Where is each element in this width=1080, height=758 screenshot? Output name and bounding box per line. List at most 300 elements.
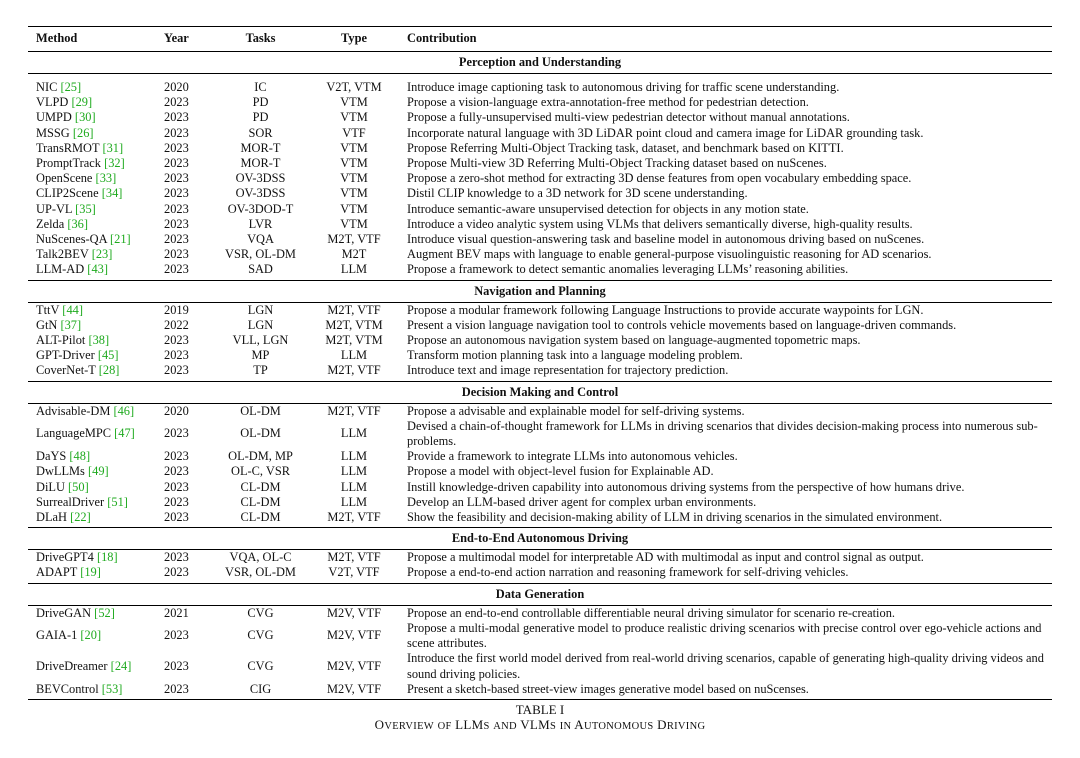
- cell-method: [28, 110, 156, 125]
- table-row: [28, 510, 1052, 528]
- cell-type: M2T, VTF: [327, 403, 381, 418]
- header-contribution: Contribution: [407, 31, 477, 46]
- cell-year: 2023: [156, 682, 212, 700]
- method-name: ALT-Pilot: [36, 333, 86, 348]
- table-row: [28, 333, 1052, 348]
- cell-year: 2023: [164, 201, 189, 216]
- cell-type: VTM: [340, 156, 368, 171]
- citation-number: 20: [84, 628, 97, 643]
- cell-year: 2023: [164, 262, 189, 277]
- cell-tasks: CL-DM: [240, 494, 281, 509]
- table-row: [28, 403, 1052, 419]
- cell-tasks: OV-3DSS: [235, 171, 286, 186]
- method-name: OpenScene: [36, 171, 93, 186]
- cell-method: [28, 126, 156, 141]
- cell-method: [28, 247, 156, 262]
- cell-tasks: VQA: [247, 232, 274, 247]
- cell-contribution: Present a sketch-based street-view images generative model based on nuScenses.: [399, 682, 1052, 700]
- method-name: DiLU: [36, 479, 65, 494]
- cell-method: [28, 74, 156, 96]
- citation-number: 34: [105, 186, 119, 201]
- cell-contribution: Provide a framework to integrate LLMs into autonomous vehicles.: [407, 449, 738, 464]
- citation-link[interactable]: [21]: [110, 232, 131, 247]
- table-row: [28, 110, 1052, 125]
- cell-method: [28, 302, 156, 318]
- cell-tasks: VSR, OL-DM: [225, 247, 296, 262]
- cell-tasks: IC: [254, 80, 267, 94]
- citation-number: 37: [64, 317, 77, 332]
- cell-method: [28, 232, 156, 247]
- cell-tasks: OV-3DOD-T: [227, 201, 294, 216]
- cell-contribution: Distil CLIP knowledge to a 3D network for 3D scene understanding.: [407, 186, 748, 201]
- cell-tasks: MOR-T: [240, 156, 281, 171]
- citation-number: 49: [92, 464, 105, 479]
- cell-year: 2023: [164, 333, 189, 348]
- citation-link[interactable]: [38]: [88, 333, 110, 348]
- method-name: Advisable-DM: [36, 403, 111, 418]
- table-row: [28, 232, 1052, 247]
- cell-method: [28, 464, 156, 479]
- cell-year: 2023: [164, 494, 189, 509]
- cell-contribution: Propose a vision-language extra-annotation-free method for pedestrian detection.: [407, 95, 809, 110]
- method-name: CLIP2Scene: [36, 186, 99, 201]
- cell-year: 2023: [164, 140, 189, 155]
- cell-year: 2023: [164, 426, 189, 441]
- cell-year: 2023: [164, 216, 189, 231]
- cell-contribution: Instill knowledge-driven capability into autonomous driving systems from the perspective of how humans drive.: [407, 479, 965, 494]
- method-name: DwLLMs: [36, 464, 85, 479]
- citation-link[interactable]: [23]: [91, 247, 113, 262]
- citation-number: 25: [64, 80, 77, 94]
- cell-type: M2T, VTF: [327, 550, 381, 565]
- method-name: ADAPT: [36, 565, 78, 580]
- citation-link[interactable]: [43]: [87, 262, 108, 277]
- cell-contribution: Propose a model with object-level fusion for Explainable AD.: [407, 464, 714, 479]
- table-row: [28, 302, 1052, 318]
- cell-year: 2023: [164, 449, 189, 464]
- cell-tasks: OL-DM, MP: [228, 449, 293, 464]
- table-row: [28, 495, 1052, 510]
- citation-number: 43: [91, 262, 104, 277]
- table-row: [28, 202, 1052, 217]
- citation-link[interactable]: [50]: [68, 479, 89, 494]
- citation-number: 24: [114, 658, 128, 673]
- cell-year: 2023: [164, 247, 189, 262]
- citation-link[interactable]: [51]: [107, 494, 128, 509]
- cell-type: LLM: [340, 479, 368, 494]
- cell-method: [28, 495, 156, 510]
- cell-type: VTM: [340, 95, 368, 110]
- citation-link[interactable]: [19]: [80, 565, 101, 580]
- table-row: [28, 464, 1052, 479]
- cell-type: VTM: [340, 171, 368, 186]
- citation-number: 30: [79, 110, 92, 125]
- cell-method: [28, 333, 156, 348]
- cell-year: 2023: [164, 550, 189, 565]
- method-name: PromptTrack: [36, 156, 101, 171]
- section-title: Navigation and Planning: [28, 280, 1052, 302]
- citation-number: 33: [99, 171, 113, 186]
- cell-contribution: Propose Multi-view 3D Referring Multi-Object Tracking dataset based on nuScenes.: [407, 156, 827, 171]
- cell-tasks: OL-DM: [240, 403, 281, 418]
- cell-contribution: Augment BEV maps with language to enable general-purpose visuolinguistic reasoning for AD scenarios.: [407, 247, 932, 262]
- cell-type: M2V, VTF: [327, 628, 381, 643]
- method-name: MSSG: [36, 125, 70, 140]
- cell-year: 2021: [164, 605, 189, 620]
- cell-method: [28, 682, 156, 700]
- cell-contribution: Devised a chain-of-thought framework for LLMs in driving scenarios that divides decision-making process into numerous sub-problems.: [407, 418, 1038, 449]
- citation-link[interactable]: [37]: [60, 317, 82, 332]
- cell-method: [28, 186, 156, 201]
- section-header-row: [28, 583, 1052, 605]
- cell-tasks: CVG: [247, 658, 274, 673]
- cell-tasks: MP: [251, 348, 270, 363]
- cell-tasks: SOR: [248, 125, 273, 140]
- table-row: [28, 217, 1052, 232]
- citation-link[interactable]: [44]: [62, 302, 83, 317]
- cell-type: LLM: [340, 464, 368, 479]
- table-row: [28, 419, 1052, 449]
- method-name: UMPD: [36, 110, 72, 125]
- cell-year: 2023: [164, 95, 189, 110]
- cell-type: M2T, VTF: [327, 232, 381, 247]
- cell-contribution: Propose a multimodal model for interpretable AD with multimodal as input and control signal as output.: [407, 550, 924, 565]
- table-row: [28, 262, 1052, 280]
- citation-number: 31: [106, 140, 119, 155]
- cell-year: 2020: [164, 403, 189, 418]
- table-row: [28, 318, 1052, 333]
- table-row: [28, 141, 1052, 156]
- section-header-row: [28, 52, 1052, 74]
- cell-tasks: CL-DM: [240, 479, 281, 494]
- method-name: GtN: [36, 317, 58, 332]
- citation-number: 35: [79, 201, 92, 216]
- overview-table: [28, 26, 1052, 700]
- citation-link[interactable]: [34]: [101, 186, 123, 201]
- citation-link[interactable]: [20]: [80, 628, 102, 643]
- citation-link[interactable]: [48]: [69, 449, 91, 464]
- method-name: Talk2BEV: [36, 247, 89, 262]
- caption-title: OVERVIEW OF LLMS AND VLMS IN AUTONOMOUS DRIVING: [374, 716, 706, 732]
- cell-method: [28, 510, 156, 528]
- citation-number: 48: [73, 449, 86, 464]
- cell-tasks: LGN: [247, 317, 274, 332]
- citation-number: 21: [114, 232, 127, 247]
- cell-method: [28, 419, 156, 449]
- citation-link[interactable]: [35]: [75, 201, 96, 216]
- citation-link[interactable]: [26]: [72, 125, 94, 140]
- citation-number: 23: [95, 247, 109, 262]
- citation-link[interactable]: [46]: [113, 403, 135, 418]
- method-name: CoverNet-T: [36, 363, 96, 378]
- cell-contribution: Propose an end-to-end controllable differentiable neural driving simulator for scenario re-creation.: [407, 605, 895, 620]
- cell-contribution: Propose Referring Multi-Object Tracking task, dataset, and benchmark based on KITTI.: [407, 140, 844, 155]
- cell-type: VTM: [340, 110, 368, 125]
- citation-link[interactable]: [47]: [114, 426, 135, 441]
- cell-year: 2023: [164, 565, 189, 580]
- method-name: SurrealDriver: [36, 494, 105, 509]
- method-name: LanguageMPC: [36, 426, 112, 441]
- citation-number: 29: [75, 95, 88, 110]
- section-header-row: [28, 280, 1052, 302]
- citation-number: 45: [101, 348, 115, 363]
- cell-tasks: PD: [252, 95, 269, 110]
- citation-link[interactable]: [29]: [71, 95, 93, 110]
- cell-tasks: CIG: [212, 682, 309, 700]
- cell-method: [28, 141, 156, 156]
- cell-year: 2019: [164, 302, 189, 317]
- header-method: Method: [36, 31, 78, 46]
- cell-year: 2023: [164, 479, 189, 494]
- header-tasks: Tasks: [245, 31, 276, 46]
- cell-type: M2T, VTF: [327, 363, 381, 378]
- cell-method: [28, 348, 156, 363]
- cell-year: 2023: [164, 156, 189, 171]
- cell-year: 2020: [164, 80, 189, 94]
- cell-contribution: Present a vision language navigation tool to controls vehicle movements based on language-driven commands.: [407, 317, 957, 332]
- cell-tasks: VLL, LGN: [232, 333, 289, 348]
- cell-method: [28, 403, 156, 419]
- cell-tasks: SAD: [248, 262, 273, 277]
- header-type: Type: [341, 31, 367, 46]
- cell-method: [28, 156, 156, 171]
- cell-method: [28, 449, 156, 464]
- cell-type: M2T, VTM: [325, 333, 383, 348]
- citation-link[interactable]: [22]: [70, 510, 91, 525]
- method-name: BEVControl: [36, 681, 99, 696]
- cell-method: [28, 651, 156, 681]
- cell-contribution: Propose a modular framework following Language Instructions to provide accurate waypoints for LGN.: [407, 302, 924, 317]
- cell-contribution: Introduce a video analytic system using VLMs that delivers semantically diverse, high-quality results.: [407, 216, 913, 231]
- table-row: [28, 480, 1052, 495]
- cell-type: VTM: [340, 140, 368, 155]
- cell-type: M2V, VTF: [327, 605, 381, 620]
- method-name: NIC: [36, 80, 58, 94]
- citation-number: 53: [105, 681, 119, 696]
- cell-type: M2T: [341, 247, 367, 262]
- citation-link[interactable]: [53]: [101, 681, 123, 696]
- method-name: TttV: [36, 302, 60, 317]
- cell-type: VTM: [340, 216, 368, 231]
- cell-type: LLM: [340, 494, 368, 509]
- citation-number: 26: [77, 125, 90, 140]
- cell-year: 2023: [164, 628, 189, 643]
- section-title: End-to-End Autonomous Driving: [28, 528, 1052, 550]
- cell-tasks: CL-DM: [240, 510, 281, 525]
- cell-contribution: Introduce visual question-answering task and baseline model in autonomous driving based on nuScenes.: [407, 232, 925, 247]
- cell-tasks: TP: [253, 363, 268, 378]
- cell-contribution: Propose a framework to detect semantic anomalies leveraging LLMs’ reasoning abilities.: [407, 262, 849, 277]
- cell-method: [28, 621, 156, 651]
- header-year: Year: [164, 31, 189, 46]
- section-header-row: [28, 381, 1052, 403]
- cell-type: V2T, VTF: [328, 565, 380, 580]
- cell-contribution: Show the feasibility and decision-making ability of LLM in driving scenarios in the simulated environment.: [407, 510, 943, 525]
- cell-method: [28, 480, 156, 495]
- cell-type: V2T, VTM: [326, 80, 382, 94]
- citation-number: 22: [74, 510, 87, 525]
- cell-method: [28, 318, 156, 333]
- table-caption: [28, 702, 1052, 734]
- section-title: Perception and Understanding: [28, 52, 1052, 74]
- method-name: DriveGAN: [36, 605, 92, 620]
- cell-contribution: Transform motion planning task into a language modeling problem.: [407, 348, 743, 363]
- cell-method: [28, 363, 156, 381]
- citation-number: 50: [72, 479, 85, 494]
- cell-tasks: VSR, OL-DM: [225, 565, 296, 580]
- cell-method: [28, 262, 156, 280]
- method-name: LLM-AD: [36, 262, 85, 277]
- section-title: Data Generation: [28, 583, 1052, 605]
- method-name: VLPD: [36, 95, 69, 110]
- citation-number: 38: [92, 333, 105, 348]
- citation-number: 46: [117, 403, 130, 418]
- cell-type: VTM: [340, 186, 368, 201]
- cell-type: M2V, VTF: [327, 658, 381, 673]
- cell-year: 2022: [164, 317, 189, 332]
- table-row: [28, 247, 1052, 262]
- cell-contribution: Introduce image captioning task to autonomous driving for traffic scene understanding.: [407, 80, 840, 94]
- cell-year: 2023: [164, 110, 189, 125]
- table-header: [28, 27, 1052, 52]
- table-row: [28, 348, 1052, 363]
- table-row: [28, 74, 1052, 96]
- cell-method: [28, 95, 156, 110]
- method-name: Zelda: [36, 216, 65, 231]
- cell-method: [28, 171, 156, 186]
- cell-type: LLM: [340, 348, 368, 363]
- cell-tasks: CVG: [247, 628, 274, 643]
- cell-tasks: VQA, OL-C: [229, 550, 292, 565]
- table-body: [28, 52, 1052, 700]
- cell-method: [28, 217, 156, 232]
- cell-tasks: MOR-T: [240, 140, 281, 155]
- cell-contribution: Propose a multi-modal generative model to produce realistic driving scenarios with precise control over ego-vehicle actions and scene attributes.: [407, 620, 1042, 651]
- section-header-row: [28, 528, 1052, 550]
- cell-tasks: LVR: [248, 216, 273, 231]
- cell-method: [28, 202, 156, 217]
- method-name: DLaH: [36, 510, 67, 525]
- cell-tasks: OL-DM: [240, 426, 281, 441]
- citation-number: 52: [98, 605, 111, 620]
- cell-contribution: Propose a fully-unsupervised multi-view pedestrian detector without manual annotations.: [407, 110, 850, 125]
- cell-method: [28, 565, 156, 583]
- cell-contribution: Propose a advisable and explainable model for self-driving systems.: [407, 403, 745, 418]
- citation-link[interactable]: [45]: [97, 348, 119, 363]
- citation-number: 44: [66, 302, 79, 317]
- cell-tasks: CVG: [247, 605, 274, 620]
- citation-number: 51: [111, 494, 124, 509]
- cell-year: 2023: [164, 658, 189, 673]
- method-name: TransRMOT: [36, 140, 100, 155]
- method-name: DriveGPT4: [36, 550, 94, 565]
- cell-year: 2023: [164, 125, 189, 140]
- cell-type: LLM: [340, 449, 368, 464]
- cell-type: VTM: [340, 201, 368, 216]
- cell-method: [28, 550, 156, 566]
- cell-tasks: OL-C, VSR: [231, 464, 290, 479]
- citation-link[interactable]: [49]: [87, 464, 109, 479]
- table-row: [28, 605, 1052, 621]
- cell-year: 2023: [164, 186, 189, 201]
- cell-type: M2T, VTF: [327, 510, 381, 525]
- citation-link[interactable]: [28]: [98, 363, 120, 378]
- cell-contribution: Incorporate natural language with 3D LiDAR point cloud and camera image for LiDAR grounding task.: [407, 125, 924, 140]
- method-name: GPT-Driver: [36, 348, 95, 363]
- cell-year: 2023: [164, 510, 189, 525]
- cell-type: LLM: [340, 426, 368, 441]
- cell-year: 2023: [164, 348, 189, 363]
- method-name: DriveDreamer: [36, 658, 108, 673]
- citation-number: 18: [101, 550, 114, 565]
- method-name: NuScenes-QA: [36, 232, 107, 247]
- table-row: [28, 126, 1052, 141]
- cell-type: VTF: [342, 125, 366, 140]
- table-row: [28, 550, 1052, 566]
- citation-number: 47: [118, 426, 131, 441]
- cell-contribution: Introduce the first world model derived from real-world driving scenarios, capable of generating high-quality driving videos and sound driving policies.: [407, 651, 1044, 681]
- cell-type: M2T, VTM: [325, 317, 383, 332]
- cell-tasks: PD: [252, 110, 269, 125]
- method-name: GAIA-1: [36, 628, 78, 643]
- cell-contribution: Propose a zero-shot method for extracting 3D dense features from open vocabulary embedding space.: [407, 171, 912, 186]
- citation-number: 28: [102, 363, 116, 378]
- cell-contribution: Propose a end-to-end action narration and reasoning framework for self-driving vehicles.: [407, 565, 849, 580]
- table-row: [28, 156, 1052, 171]
- citation-number: 36: [71, 216, 84, 231]
- table-row: [28, 95, 1052, 110]
- citation-link[interactable]: [24]: [110, 658, 132, 673]
- cell-type: M2V, VTF: [309, 682, 399, 700]
- table-row: [28, 682, 1052, 700]
- citation-link[interactable]: [31]: [102, 140, 124, 155]
- citation-link[interactable]: [30]: [74, 110, 96, 125]
- table-row: [28, 621, 1052, 651]
- citation-number: 32: [108, 156, 121, 171]
- citation-link[interactable]: [36]: [67, 216, 88, 231]
- cell-contribution: Introduce text and image representation for trajectory prediction.: [407, 363, 729, 378]
- table-row: [28, 651, 1052, 681]
- cell-year: 2023: [164, 363, 189, 378]
- table-row: [28, 186, 1052, 201]
- cell-tasks: LGN: [247, 302, 274, 317]
- table-row: [28, 449, 1052, 464]
- citation-link[interactable]: [25]: [60, 80, 82, 94]
- cell-contribution: Develop an LLM-based driver agent for complex urban environments.: [407, 494, 757, 509]
- cell-method: [28, 605, 156, 621]
- table-row: [28, 363, 1052, 381]
- cell-year: 2023: [164, 171, 189, 186]
- caption-label: TABLE I: [515, 701, 565, 717]
- cell-year: 2023: [164, 232, 189, 247]
- citation-link[interactable]: [33]: [95, 171, 117, 186]
- section-title: Decision Making and Control: [28, 381, 1052, 403]
- citation-link[interactable]: [52]: [94, 605, 115, 620]
- citation-number: 19: [84, 565, 97, 580]
- method-name: DaYS: [36, 449, 67, 464]
- cell-contribution: Propose an autonomous navigation system based on language-augmented topometric maps.: [407, 333, 861, 348]
- citation-link[interactable]: [32]: [104, 156, 125, 171]
- cell-year: 2023: [164, 464, 189, 479]
- paper-page: [28, 26, 1052, 734]
- method-name: UP-VL: [36, 201, 73, 216]
- cell-type: LLM: [340, 262, 368, 277]
- citation-link[interactable]: [18]: [96, 550, 118, 565]
- cell-tasks: OV-3DSS: [235, 186, 286, 201]
- table-row: [28, 171, 1052, 186]
- cell-type: M2T, VTF: [327, 302, 381, 317]
- table-row: [28, 565, 1052, 583]
